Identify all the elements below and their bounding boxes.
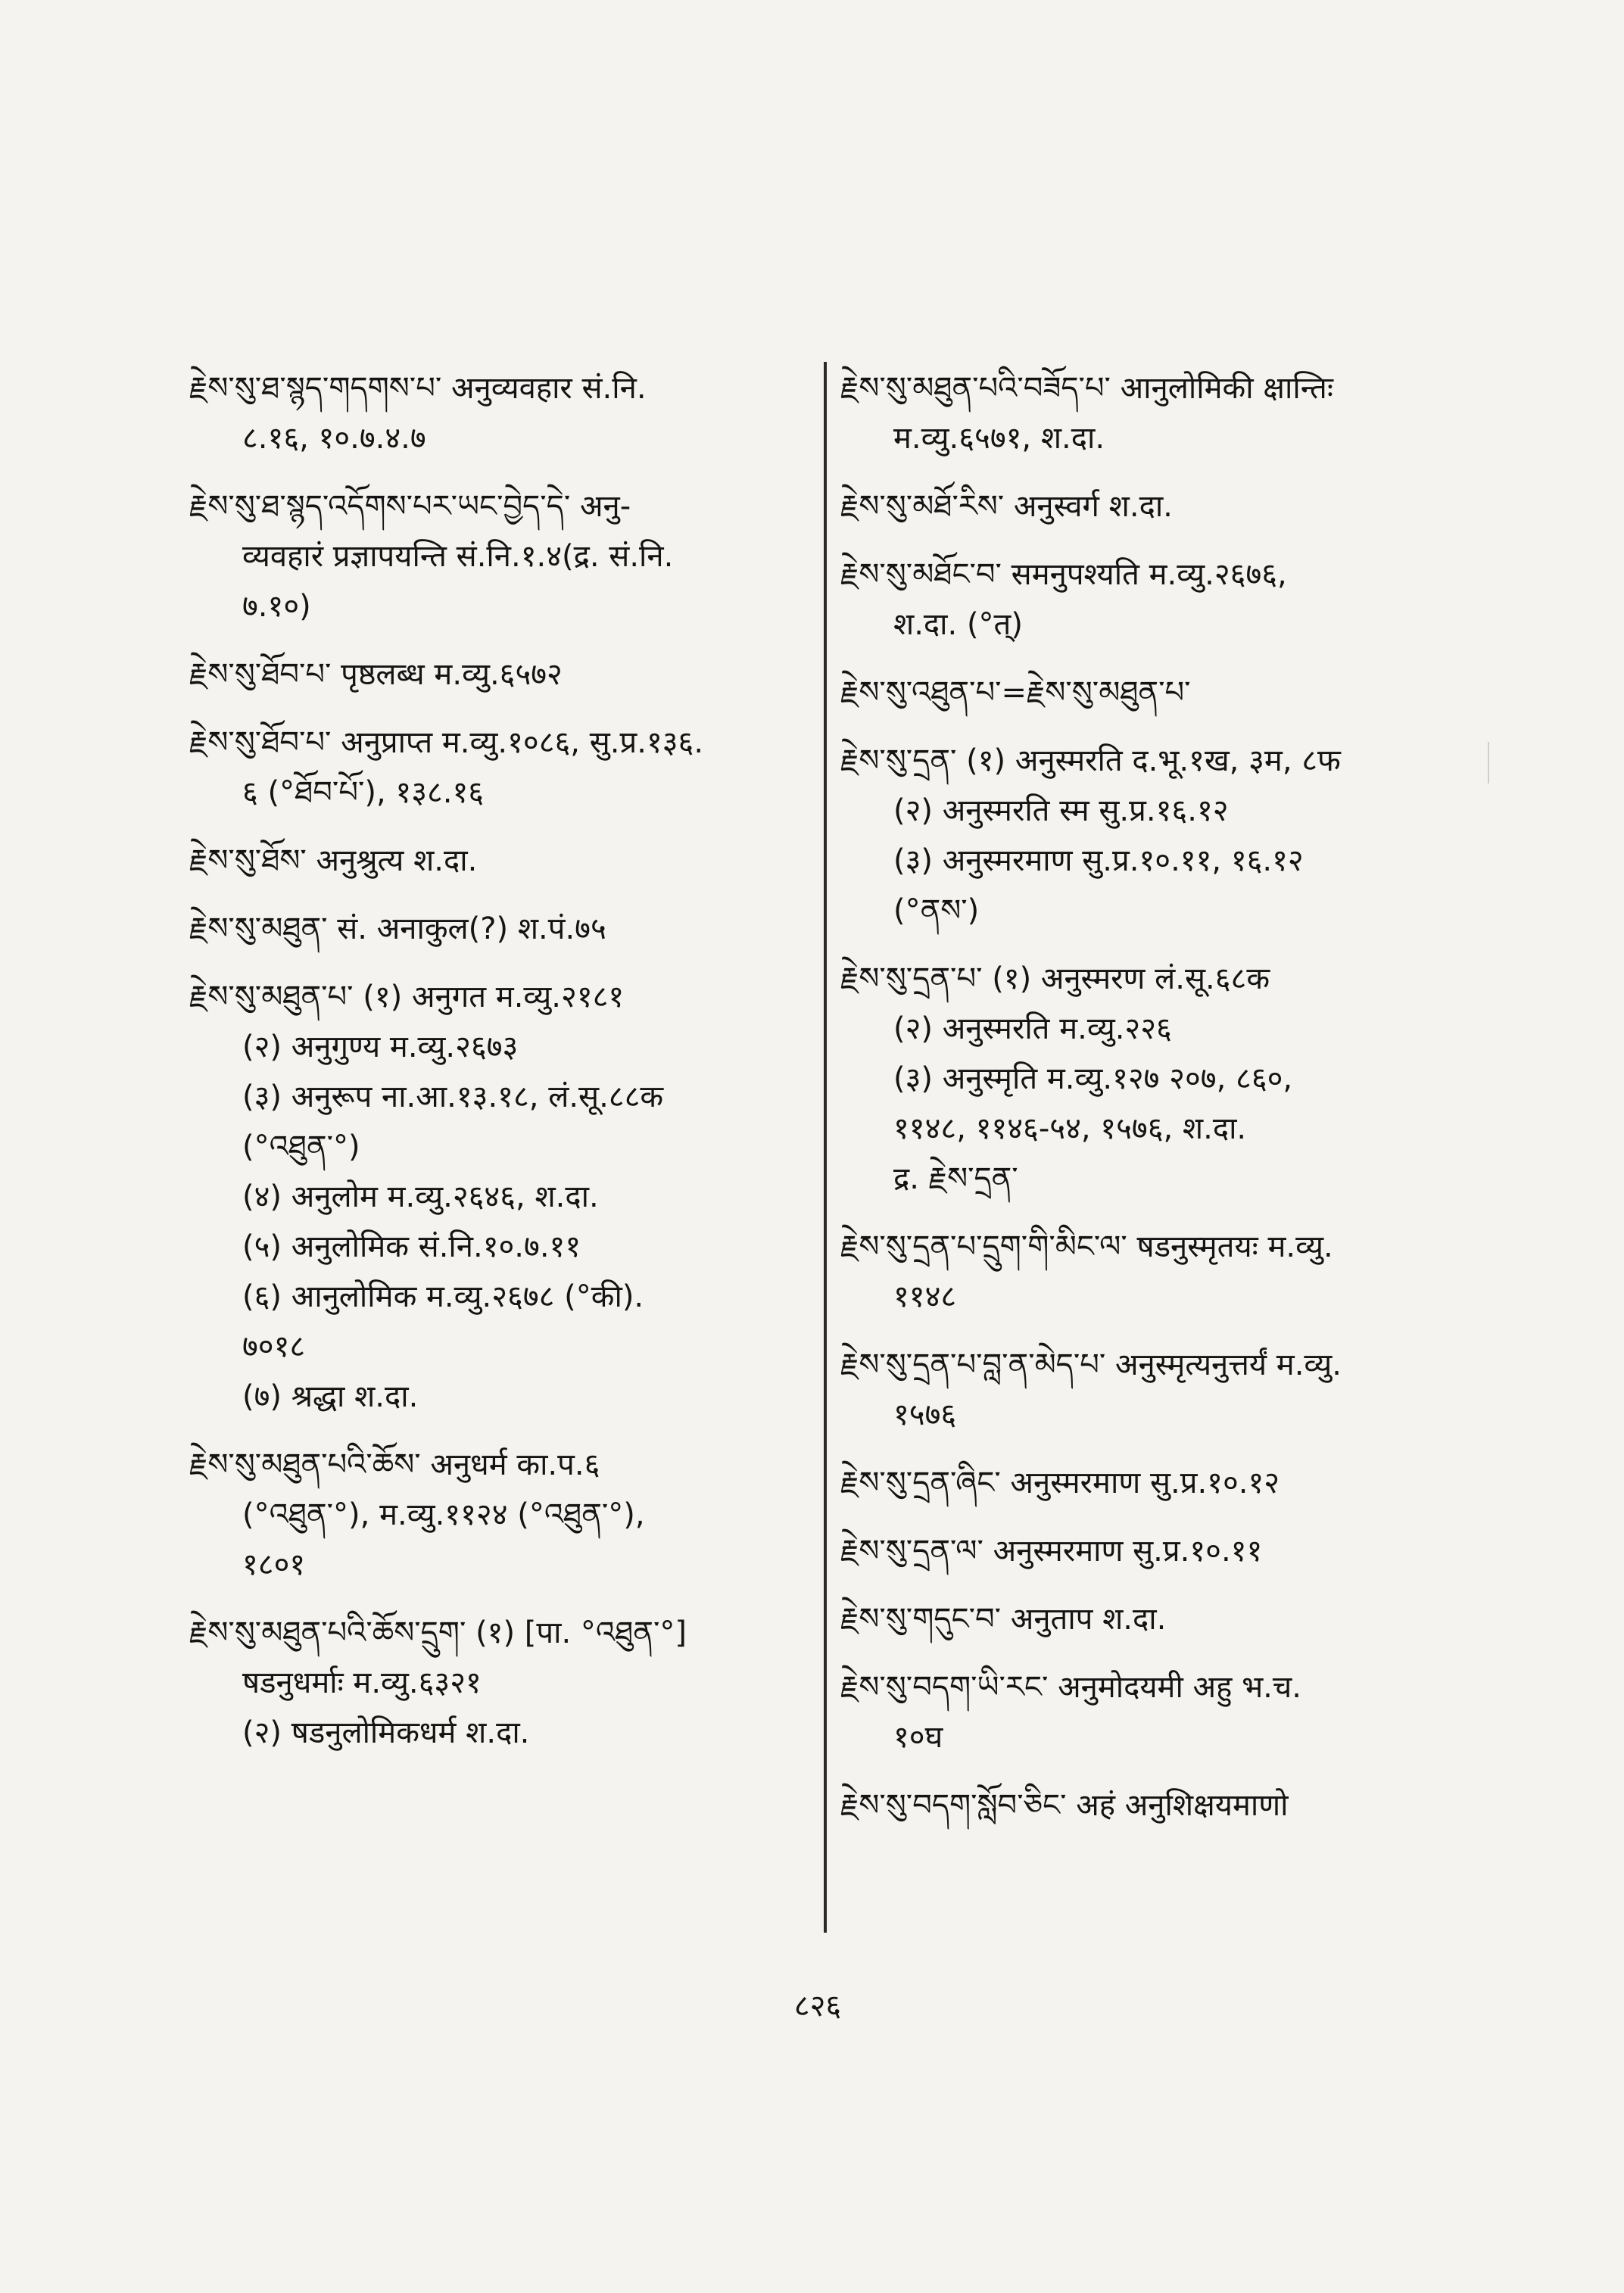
dictionary-entry — [189, 836, 810, 886]
entry-headword-line: རྗེས་སུ་དྲན་པ་ (१) अनुस्मरण लं.सू.६८क — [840, 961, 1270, 996]
entry-headword-line: རྗེས་སུ་བདག་སློབ་ཅིང་ अहं अनुशिक्षयमाणो — [840, 1788, 1289, 1823]
entry-line: १०घ — [893, 1720, 943, 1755]
entry-headword-line: རྗེས་སུ་མཐོ་རིས་ अनुस्वर्ग श.दा. — [840, 489, 1173, 524]
dictionary-entry — [189, 650, 810, 699]
entry-line: (°འཐུན་°), म.व्यु.११२४ (°འཐུན་°), — [242, 1497, 645, 1532]
dictionary-entry — [840, 363, 1484, 463]
entry-headword-line: རྗེས་སུ་གདུང་བ་ अनुताप श.दा. — [840, 1602, 1167, 1637]
entry-line: ७.१०) — [242, 589, 311, 624]
entry-headword-line: རྗེས་སུ་དྲན་ (१) अनुस्मरति द.भू.१ख, ३म, ८फ — [840, 743, 1341, 778]
entry-line: (२) अनुस्मरति म.व्यु.२२६ — [893, 1011, 1172, 1046]
entry-line: (३) अनुस्मृति म.व्यु.१२७ २०७, ८६०, — [893, 1061, 1293, 1096]
entry-headword-line: རྗེས་སུ་མཐུན་པའི་ཆོས་ अनुधर्म का.प.६ — [189, 1447, 600, 1482]
entry-line: श.दा. (°त्) — [893, 607, 1023, 642]
dictionary-entry — [189, 1608, 810, 1758]
entry-line: (३) अनुस्मरमाण सु.प्र.१०.११, १६.१२ — [893, 843, 1304, 878]
entry-headword-line: རྗེས་སུ་འཐུན་པ་=རྗེས་སུ་མཐུན་པ་ — [840, 675, 1191, 710]
entry-line: ११४८ — [893, 1279, 957, 1314]
entry-headword-line: རྗེས་སུ་ཐོབ་པ་ पृष्ठलब्ध म.व्यु.६५७२ — [189, 657, 563, 692]
entry-headword-line: རྗེས་སུ་མཐུན་པའི་ཆོས་དྲུག་ (१) [पा. °འཐུན་°] — [189, 1615, 687, 1650]
entry-headword-line: རྗེས་སུ་ཐོབ་པ་ अनुप्राप्त म.व्यु.१०८६, सु.प्र.१३६. — [189, 725, 704, 760]
entry-line: द्र. རྗེས་དྲན་ — [893, 1161, 1018, 1196]
entry-line: (२) अनुस्मरति स्म सु.प्र.१६.१२ — [893, 793, 1229, 828]
left-column — [189, 363, 810, 1776]
dictionary-entry — [840, 1594, 1484, 1644]
entry-line: (२) षडनुलोमिकधर्म श.दा. — [242, 1715, 530, 1750]
dictionary-entry — [189, 1440, 810, 1590]
dictionary-entry — [189, 904, 810, 954]
entry-headword-line: རྗེས་སུ་མཐུན་པ་ (१) अनुगत म.व्यु.२१८१ — [189, 980, 625, 1014]
entry-line: (३) अनुरूप ना.आ.१३.१८, लं.सू.८८क — [242, 1080, 664, 1114]
entry-line: (४) अनुलोम म.व्यु.२६४६, श.दा. — [242, 1179, 599, 1214]
dictionary-entry — [840, 1340, 1484, 1440]
dictionary-entry — [189, 718, 810, 818]
right-column — [840, 363, 1484, 1849]
entry-line: (२) अनुगुण्य म.व्यु.२६७३ — [242, 1030, 519, 1064]
dictionary-entry — [840, 736, 1484, 936]
dictionary-entry — [840, 1526, 1484, 1576]
entry-line: ७०१८ — [242, 1329, 306, 1364]
entry-line: ११४८, ११४६-५४, १५७६, श.दा. — [893, 1111, 1247, 1146]
dictionary-entry — [840, 1662, 1484, 1762]
dictionary-entry — [840, 1458, 1484, 1508]
dictionary-entry — [840, 1222, 1484, 1322]
entry-line: १५७६ — [893, 1397, 957, 1432]
entry-headword-line: རྗེས་སུ་བདག་ཡི་རང་ अनुमोदयमी अहु भ.च. — [840, 1670, 1302, 1705]
entry-headword-line: རྗེས་སུ་དྲན་པ་བླ་ན་མེད་པ་ अनुस्मृत्यनुत्तर्यं म.व्यु. — [840, 1347, 1342, 1382]
entry-headword-line: རྗེས་སུ་དྲན་ཞིང་ अनुस्मरमाण सु.प्र.१०.१२ — [840, 1466, 1280, 1500]
column-divider — [824, 362, 827, 1933]
entry-headword-line: རྗེས་སུ་ཐ་སྙད་འདོགས་པར་ཡང་བྱེད་དེ་ अनु- — [189, 489, 631, 524]
entry-headword-line: རྗེས་སུ་ཐོས་ अनुश्रुत्य श.दा. — [189, 843, 478, 878]
dictionary-entry — [840, 668, 1484, 718]
entry-line: ८.१६, १०.७.४.७ — [242, 421, 426, 456]
dictionary-entry — [840, 954, 1484, 1204]
entry-headword-line: རྗེས་སུ་མཐོང་བ་ समनुपश्यति म.व्यु.२६७६, — [840, 557, 1287, 592]
entry-line: (७) श्रद्धा श.दा. — [242, 1379, 419, 1414]
entry-line: १८०१ — [242, 1547, 306, 1582]
entry-headword-line: རྗེས་སུ་མཐུན་པའི་བཟོད་པ་ आनुलोमिकी क्षान्तिः — [840, 371, 1333, 406]
dictionary-entry — [189, 363, 810, 463]
entry-line: म.व्यु.६५७१, श.दा. — [893, 421, 1105, 456]
entry-line: (°ནས་) — [893, 893, 980, 928]
page-number: ८२६ — [793, 1989, 842, 2024]
entry-headword-line: རྗེས་སུ་དྲན་པ་དྲུག་གི་མིང་ལ་ षडनुस्मृतयः म.व्यु. — [840, 1229, 1333, 1264]
dictionary-entry — [840, 550, 1484, 650]
entry-headword-line: རྗེས་སུ་དྲན་ལ་ अनुस्मरमाण सु.प्र.१०.११ — [840, 1534, 1263, 1569]
entry-line: (°འཐུན་°) — [242, 1129, 360, 1164]
entry-headword-line: རྗེས་སུ་ཐ་སྙད་གདགས་པ་ अनुव्यवहार सं.नि. — [189, 371, 647, 406]
dictionary-entry — [189, 972, 810, 1422]
entry-line: (५) अनुलोमिक सं.नि.१०.७.११ — [242, 1229, 581, 1264]
entry-line: षडनुधर्माः म.व्यु.६३२१ — [242, 1665, 482, 1700]
dictionary-entry — [189, 481, 810, 631]
entry-line: व्यवहारं प्रज्ञापयन्ति सं.नि.१.४(द्र. सं.नि. — [242, 539, 674, 574]
entry-line: (६) आनुलोमिक म.व्यु.२६७८ (°की). — [242, 1279, 644, 1314]
entry-headword-line: རྗེས་སུ་མཐུན་ सं. अनाकुल(?) श.पं.७५ — [189, 911, 606, 946]
dictionary-entry — [840, 1781, 1484, 1830]
margin-mark — [1488, 742, 1489, 784]
entry-line: ६ (°ཐོབ་པོ་), १३८.१६ — [242, 775, 485, 810]
dictionary-entry — [840, 481, 1484, 531]
